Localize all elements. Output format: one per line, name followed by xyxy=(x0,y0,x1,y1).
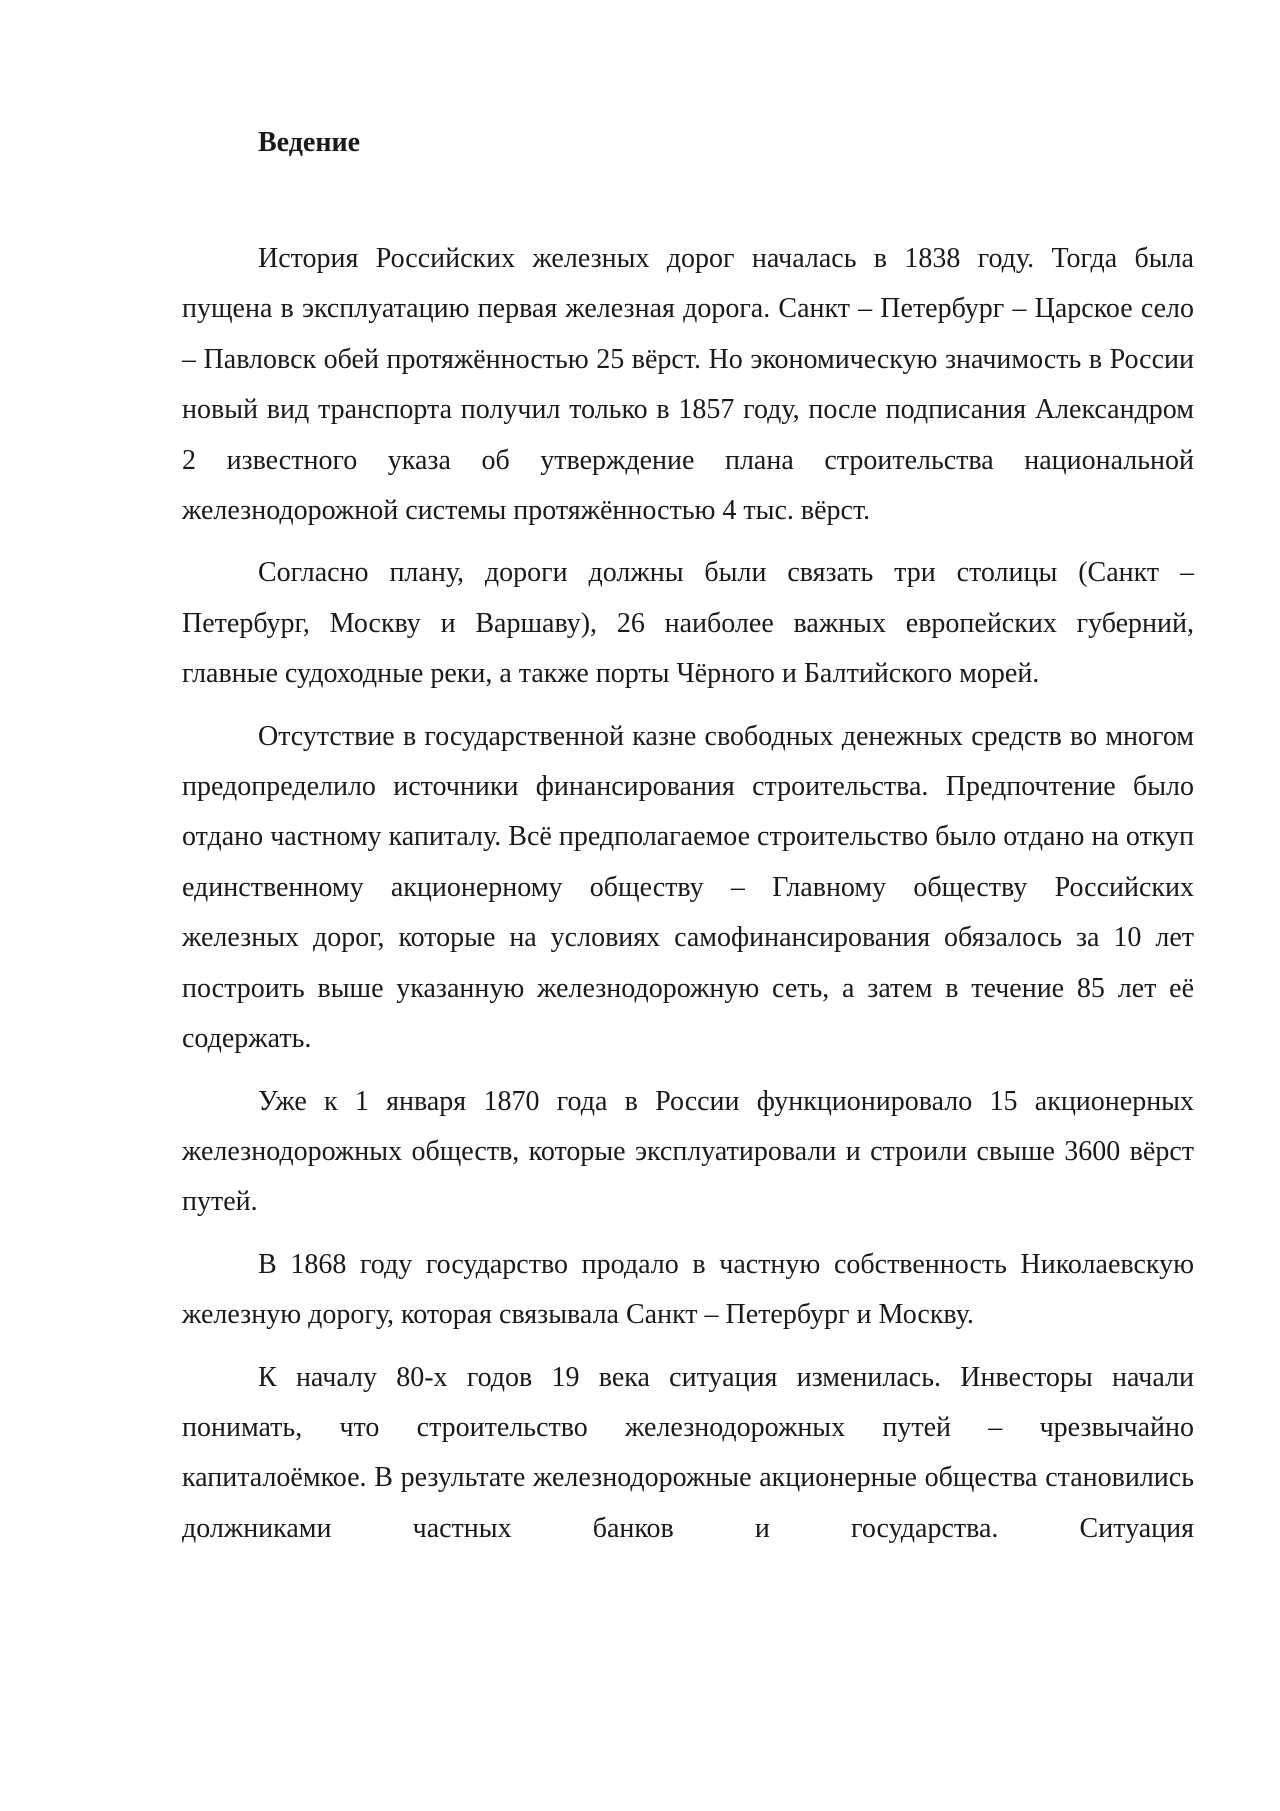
section-heading: Ведение xyxy=(258,127,361,158)
paragraph-history: История Российских железных дорог началась в 1838 году. Тогда была пущена в эксплуатацию первая железная дорога. Санкт – Петербург – Царское село – Павловск обей протяжённостью 25 вёрст. Но экономическую значимость в России новый вид транспорта получил только в 1857 году, после подписания Александром 2 известного указа об утверждение плана строительства национальной железнодорожной системы протяжённостью 4 тыс. вёрст. xyxy=(182,243,1194,527)
paragraph-financing: Отсутствие в государственной казне свободных денежных средств во многом предопределило источники финансирования строительства. Предпочтение было отдано частному капиталу. Всё предполагаемое строительство было отдано на откуп единственному акционерному обществу – Главному обществу Российских железных дорог, которые на условиях самофинансирования обязалось за 10 лет построить выше указанную железнодорожную сеть, а затем в течение 85 лет её содержать. xyxy=(182,720,1194,1055)
document-body xyxy=(182,118,1194,1566)
paragraph-1880s: К началу 80-х годов 19 века ситуация изменилась. Инвесторы начали понимать, что строительство железнодорожных путей – чрезвычайно капиталоёмкое. В результате железнодорожные акционерные общества становились должниками частных банков и государства. Ситуация xyxy=(182,1361,1194,1544)
paragraph-1870: Уже к 1 января 1870 года в России функционировало 15 акционерных железнодорожных обществ, которые эксплуатировали и строили свыше 3600 вёрст путей. xyxy=(182,1085,1194,1218)
paragraph-plan: Согласно плану, дороги должны были связать три столицы (Санкт – Петербург, Москву и Варшаву), 26 наиболее важных европейских губерний, главные судоходные реки, а также порты Чёрного и Балтийского морей. xyxy=(182,557,1194,690)
paragraph-1868: В 1868 году государство продало в частную собственность Николаевскую железную дорогу, которая связывала Санкт – Петербург и Москву. xyxy=(182,1248,1194,1331)
